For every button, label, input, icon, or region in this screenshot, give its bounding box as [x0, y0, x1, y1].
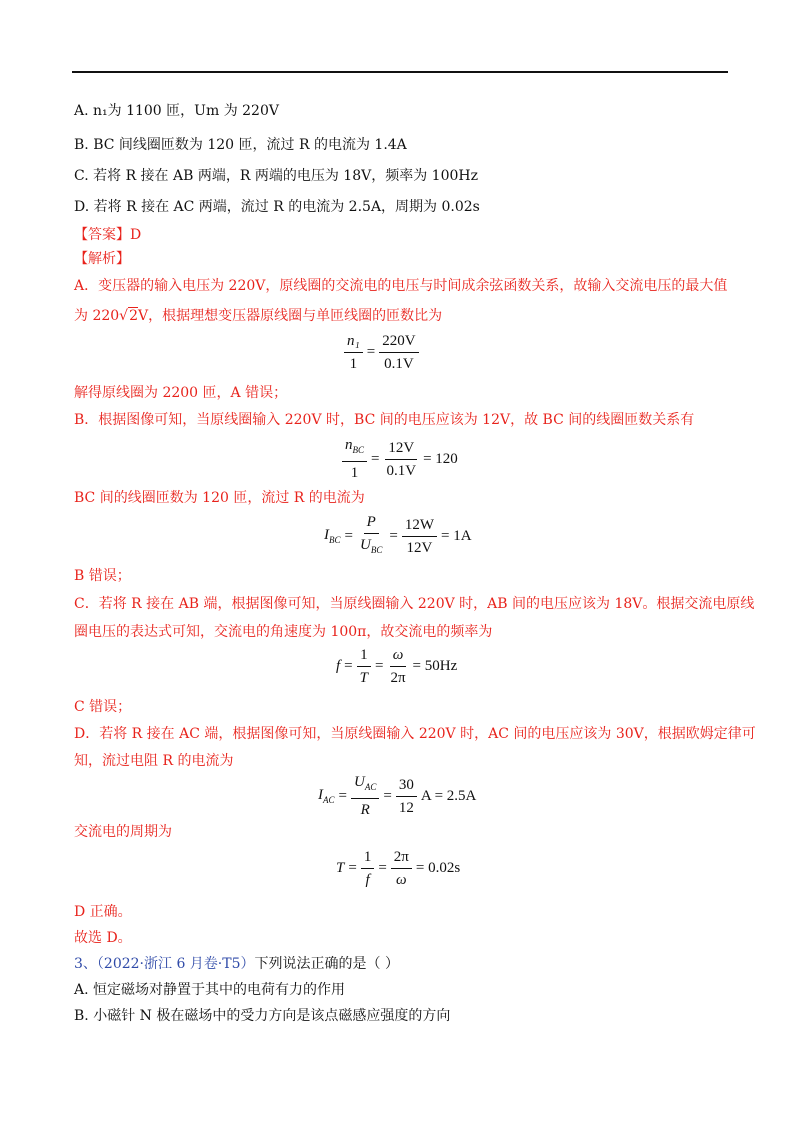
question-source: （2022·浙江 6 月卷·T5）: [96, 956, 255, 972]
analysis-label: 【解析】: [74, 251, 130, 267]
analysis-d-line1: D．若将 R 接在 AC 端，根据图像可知，当原线圈输入 220V 时，AC 间的电压应该为 30V，根据欧姆定律可: [74, 726, 756, 742]
analysis-b-line2: BC 间的线圈匝数为 120 匝，流过 R 的电流为: [74, 490, 365, 506]
analysis-c-line3: C 错误；: [74, 699, 132, 715]
question-3-option-b: B. 小磁针 N 极在磁场中的受力方向是该点磁感应强度的方向: [74, 1008, 451, 1024]
analysis-c-line2: 圈电压的表达式可知，交流电的角速度为 100π，故交流电的频率为: [74, 624, 493, 640]
option-b: B. BC 间线圈匝数为 120 匝，流过 R 的电流为 1.4A: [74, 137, 407, 153]
analysis-a-line2: 为 220√2V，根据理想变压器原线圈与单匝线圈的匝数比为: [74, 308, 443, 324]
analysis-b-line3: B 错误；: [74, 568, 131, 584]
answer-label: 【答案】D: [74, 227, 142, 243]
analysis-b-line1: B．根据图像可知，当原线圈输入 220V 时，BC 间的电压应该为 12V，故 BC 间的线圈匝数关系有: [74, 412, 695, 428]
formula-ac-current: $I_{AC}$ = $\frac{U_{AC}}{R}$ = $\frac{30}{12}$ A = 2.5A: [318, 774, 477, 818]
formula-period: T = $\frac{1}{f}$ = $\frac{2\pi}{\omega}$ = 0.02s: [336, 849, 461, 888]
analysis-conclusion: 故选 D。: [74, 930, 132, 946]
option-a: A. n₁为 1100 匝，Um 为 220V: [74, 103, 279, 119]
formula-bc-current: $I_{BC}$ = $\frac{P}{U_{BC}}$ = $\frac{12W}{12V}$ = 1A: [324, 514, 472, 556]
question-3-option-a: A. 恒定磁场对静置于其中的电荷有力的作用: [74, 982, 346, 998]
question-3-stem: 3、（2022·浙江 6 月卷·T5）下列说法正确的是（ ）: [74, 956, 399, 972]
formula-bc-turns: $\frac{n_{BC}}{1}$ = $\frac{12V}{0.1V}$ = 120: [338, 436, 458, 482]
formula-frequency: f = $\frac{1}{T}$ = $\frac{\omega}{2\pi}$ = 50Hz: [336, 647, 458, 686]
analysis-d-line4: D 正确。: [74, 904, 132, 920]
option-c: C. 若将 R 接在 AB 两端，R 两端的电压为 18V，频率为 100Hz: [74, 168, 478, 184]
analysis-d-line2: 知，流过电阻 R 的电流为: [74, 753, 234, 769]
formula-turns-ratio: $\frac{\text{n₁}}{1}$ = $\frac{220V}{0.1V}$: [340, 332, 423, 373]
analysis-a-line1: A．变压器的输入电压为 220V，原线圈的交流电的电压与时间成余弦函数关系，故输入交流电压的最大值: [74, 278, 728, 294]
analysis-c-line1: C．若将 R 接在 AB 端，根据图像可知，当原线圈输入 220V 时，AB 间的电压应该为 18V。根据交流电原线: [74, 596, 755, 612]
analysis-d-line3: 交流电的周期为: [74, 824, 172, 840]
header-rule: [72, 71, 728, 73]
option-d: D. 若将 R 接在 AC 两端，流过 R 的电流为 2.5A，周期为 0.02s: [74, 199, 480, 215]
question-number: 3、: [74, 956, 97, 972]
analysis-a-line3: 解得原线圈为 2200 匝，A 错误；: [74, 385, 288, 401]
